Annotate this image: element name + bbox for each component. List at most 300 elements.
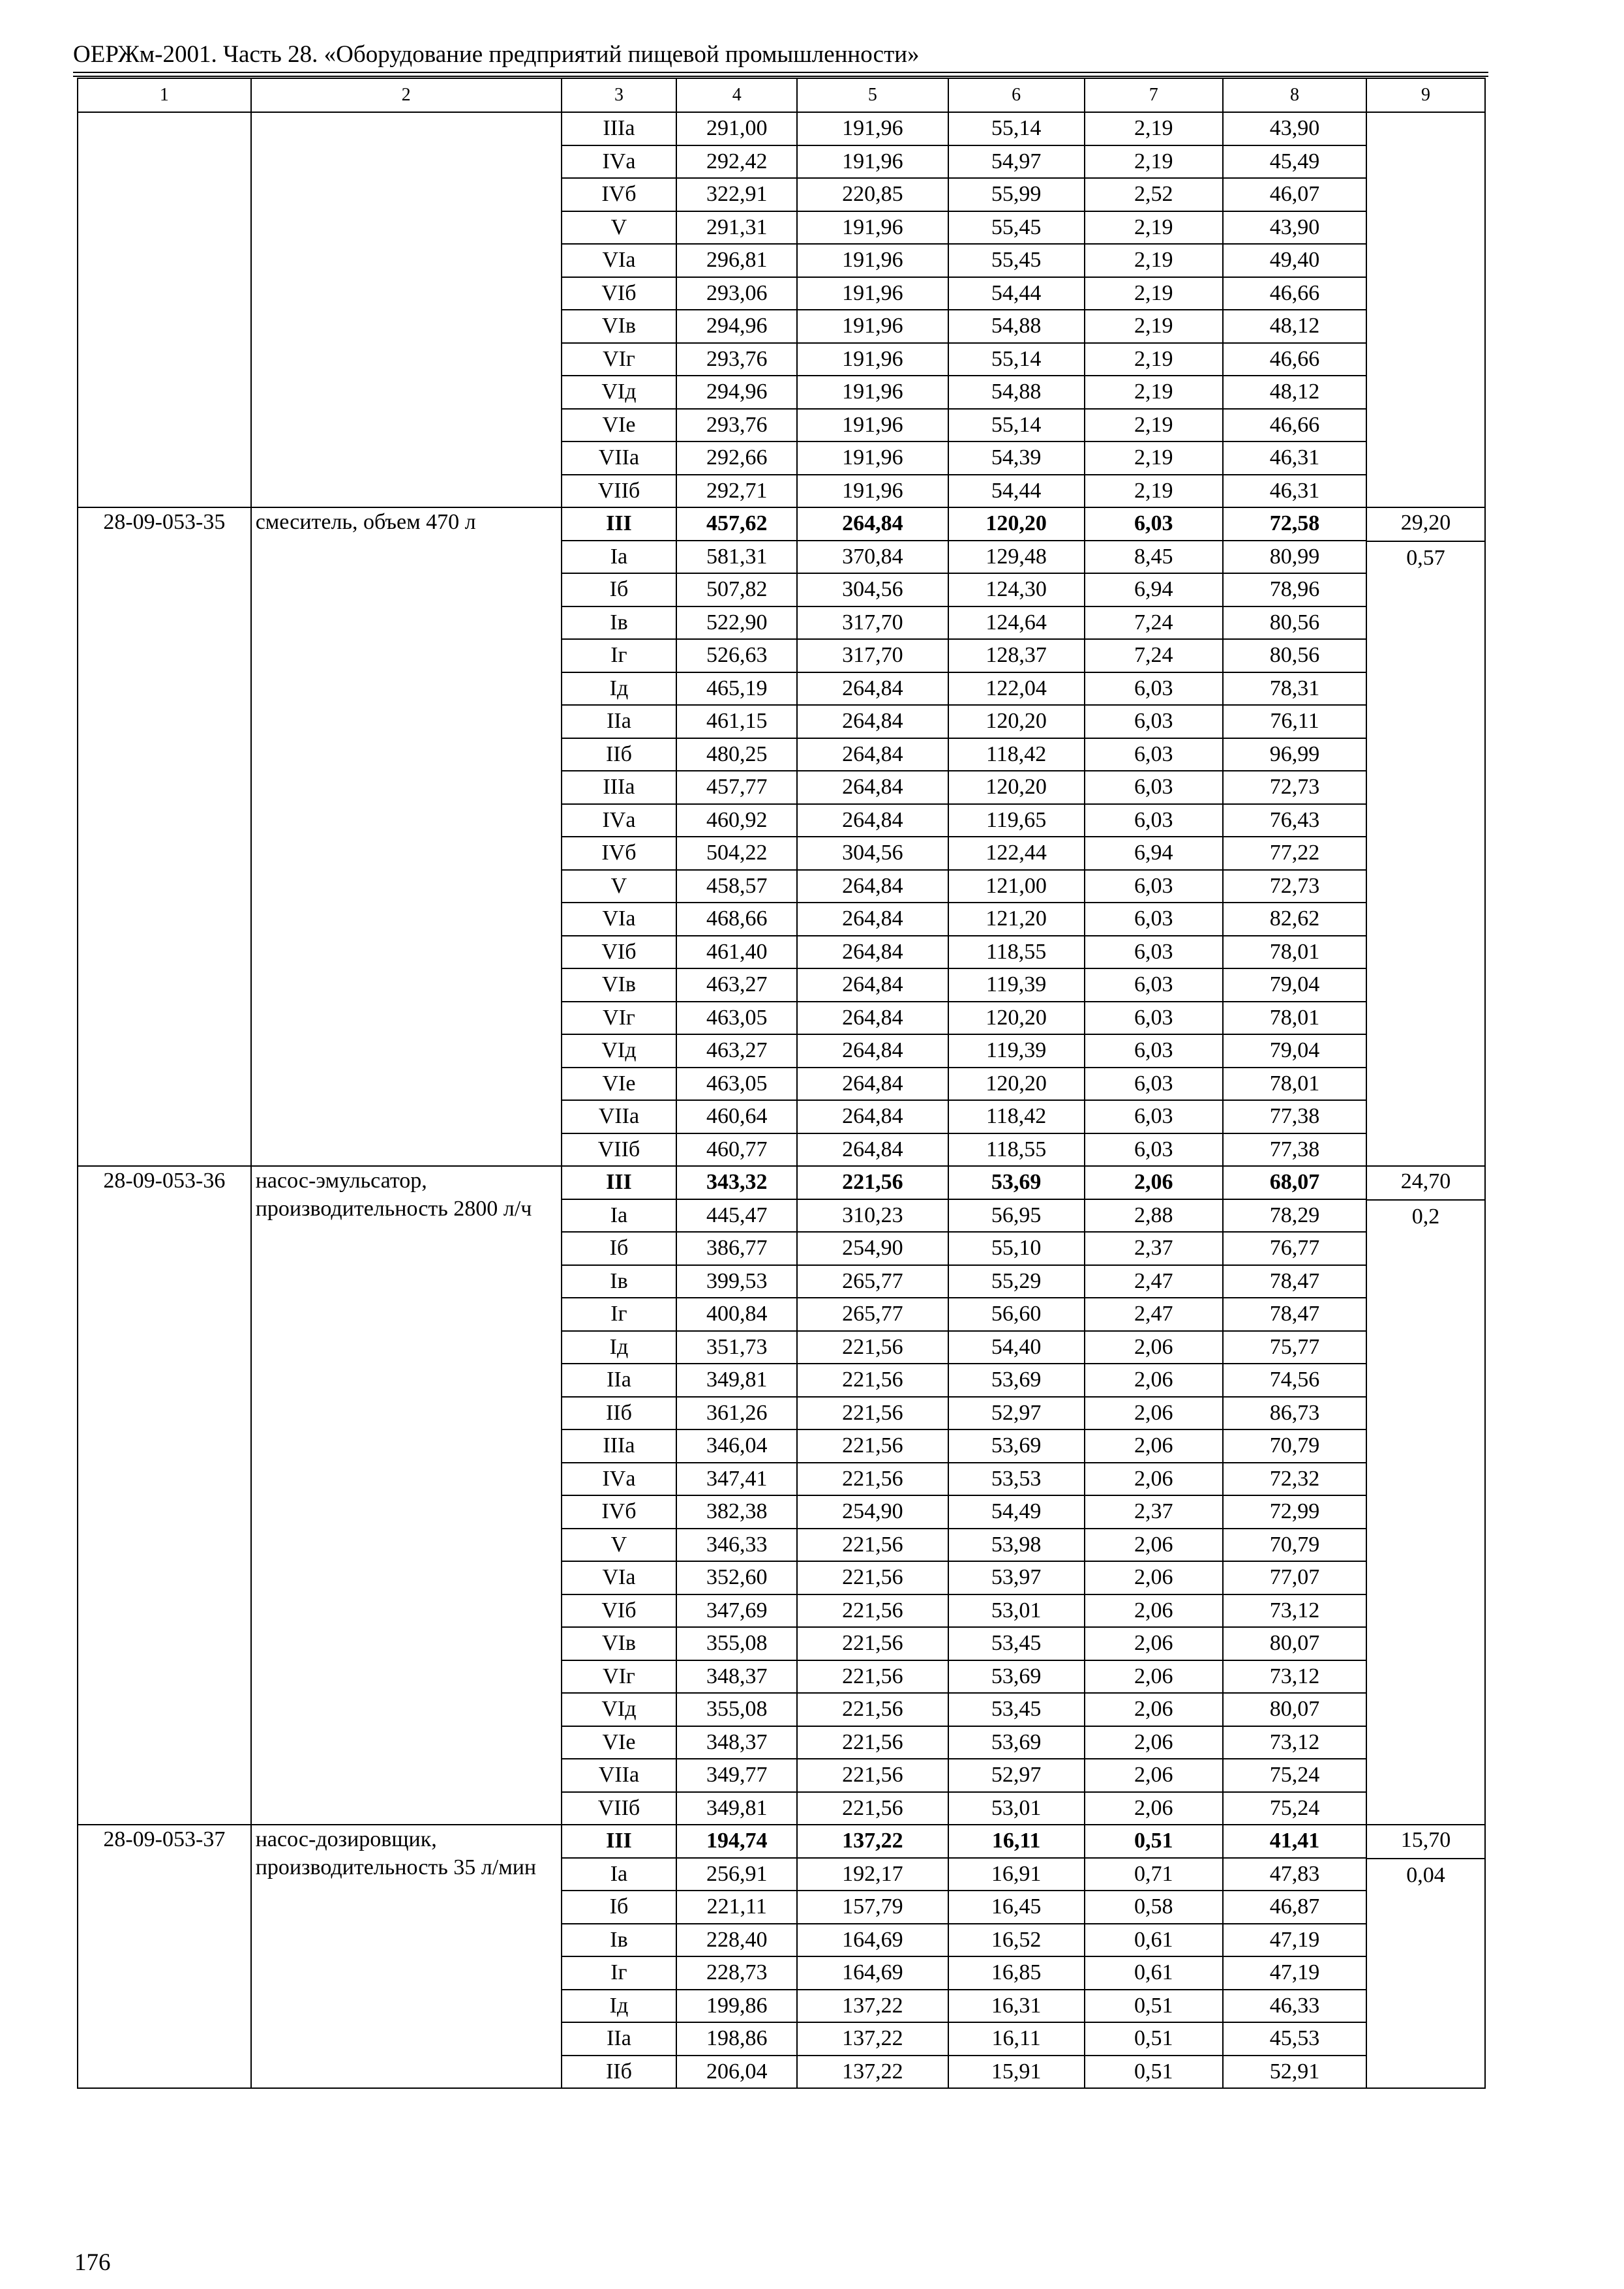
value-cell: 2,06 <box>1085 1660 1223 1694</box>
value-cell: 77,38 <box>1223 1133 1366 1167</box>
value-cell: 53,98 <box>948 1529 1085 1562</box>
value-cell: 53,69 <box>948 1364 1085 1397</box>
value-cell: 2,06 <box>1085 1726 1223 1759</box>
value-cell: 2,19 <box>1085 145 1223 179</box>
table-row <box>78 112 1485 145</box>
value-cell: 49,40 <box>1223 244 1366 277</box>
value-cell: 120,20 <box>948 771 1085 804</box>
value-cell: 191,96 <box>797 475 948 508</box>
value-cell: 399,53 <box>676 1265 797 1298</box>
value-cell: 53,53 <box>948 1463 1085 1496</box>
value-cell: 355,08 <box>676 1627 797 1660</box>
value-cell: 73,12 <box>1223 1726 1366 1759</box>
zone-code-cell: IVа <box>562 1463 677 1496</box>
value-cell: 2,19 <box>1085 343 1223 376</box>
value-cell: 191,96 <box>797 145 948 179</box>
value-cell: 6,03 <box>1085 1034 1223 1068</box>
value-cell: 348,37 <box>676 1726 797 1759</box>
value-cell: 96,99 <box>1223 738 1366 771</box>
item-name: насос-эмульсатор, производительность 2800 л/ч <box>251 1166 562 1825</box>
value-cell: 2,19 <box>1085 112 1223 145</box>
value-cell: 75,24 <box>1223 1759 1366 1792</box>
value-cell: 6,03 <box>1085 507 1223 541</box>
value-cell: 221,56 <box>797 1364 948 1397</box>
table-body <box>78 78 1485 2088</box>
value-cell: 228,40 <box>676 1924 797 1957</box>
zone-code-cell: IIа <box>562 2022 677 2056</box>
value-cell: 317,70 <box>797 606 948 640</box>
value-cell: 351,73 <box>676 1331 797 1364</box>
value-cell: 2,19 <box>1085 441 1223 475</box>
value-cell: 457,62 <box>676 507 797 541</box>
value-cell: 2,06 <box>1085 1364 1223 1397</box>
value-cell: 54,88 <box>948 376 1085 409</box>
value-cell: 128,37 <box>948 639 1085 672</box>
value-cell: 76,43 <box>1223 804 1366 837</box>
item-code: 28-09-053-37 <box>78 1825 251 2088</box>
value-cell: 386,77 <box>676 1232 797 1265</box>
zone-code-cell: Iб <box>562 573 677 606</box>
value-cell: 119,39 <box>948 1034 1085 1068</box>
value-cell: 458,57 <box>676 870 797 903</box>
value-cell: 504,22 <box>676 837 797 870</box>
value-cell: 2,52 <box>1085 178 1223 211</box>
zone-code-cell: Iа <box>562 1199 677 1233</box>
value-cell: 54,97 <box>948 145 1085 179</box>
column-number: 8 <box>1223 78 1366 112</box>
value-cell: 346,04 <box>676 1429 797 1463</box>
value-cell: 6,03 <box>1085 903 1223 936</box>
value-cell: 121,20 <box>948 903 1085 936</box>
zone-code-cell: IVа <box>562 145 677 179</box>
zone-code-cell: IIб <box>562 1397 677 1430</box>
value-cell: 460,77 <box>676 1133 797 1167</box>
value-cell: 2,19 <box>1085 409 1223 442</box>
value-cell: 48,12 <box>1223 376 1366 409</box>
zone-code-cell: Iв <box>562 1924 677 1957</box>
value-cell: 2,06 <box>1085 1759 1223 1792</box>
value-cell: 8,45 <box>1085 541 1223 574</box>
value-cell: 6,03 <box>1085 870 1223 903</box>
column9-value-secondary: 0,2 <box>1411 1204 1440 1229</box>
value-cell: 2,47 <box>1085 1265 1223 1298</box>
zone-code-cell: VIа <box>562 903 677 936</box>
zone-code-cell: VIе <box>562 1726 677 1759</box>
value-cell: 86,73 <box>1223 1397 1366 1430</box>
header-rule <box>73 76 1488 77</box>
value-cell: 47,19 <box>1223 1924 1366 1957</box>
column9-cell <box>1366 507 1485 1166</box>
value-cell: 53,97 <box>948 1561 1085 1594</box>
value-cell: 52,91 <box>1223 2056 1366 2089</box>
value-cell: 46,66 <box>1223 277 1366 310</box>
value-cell: 191,96 <box>797 376 948 409</box>
zone-code-cell: Iд <box>562 1990 677 2023</box>
value-cell: 6,03 <box>1085 705 1223 738</box>
zone-code-cell: Iб <box>562 1232 677 1265</box>
column-number: 3 <box>562 78 677 112</box>
value-cell: 137,22 <box>797 1990 948 2023</box>
value-cell: 124,64 <box>948 606 1085 640</box>
value-cell: 53,01 <box>948 1792 1085 1825</box>
value-cell: 0,51 <box>1085 2022 1223 2056</box>
value-cell: 2,06 <box>1085 1397 1223 1430</box>
value-cell: 198,86 <box>676 2022 797 2056</box>
value-cell: 343,32 <box>676 1166 797 1199</box>
zone-code-cell: IIа <box>562 1364 677 1397</box>
value-cell: 522,90 <box>676 606 797 640</box>
value-cell: 264,84 <box>797 1133 948 1167</box>
header-rule <box>73 72 1488 73</box>
value-cell: 463,05 <box>676 1068 797 1101</box>
page-header: ОЕРЖм-2001. Часть 28. «Оборудование предприятий пищевой промышленности» <box>73 41 920 68</box>
value-cell: 6,03 <box>1085 804 1223 837</box>
value-cell: 122,44 <box>948 837 1085 870</box>
zone-code-cell: VIIб <box>562 475 677 508</box>
value-cell: 221,11 <box>676 1891 797 1924</box>
value-cell: 264,84 <box>797 1034 948 1068</box>
value-cell: 45,49 <box>1223 145 1366 179</box>
zone-code-cell: VIIб <box>562 1133 677 1167</box>
value-cell: 294,96 <box>676 310 797 343</box>
value-cell: 2,19 <box>1085 475 1223 508</box>
value-cell: 6,03 <box>1085 771 1223 804</box>
value-cell: 16,11 <box>948 1825 1085 1858</box>
value-cell: 53,45 <box>948 1627 1085 1660</box>
value-cell: 52,97 <box>948 1759 1085 1792</box>
value-cell: 54,39 <box>948 441 1085 475</box>
value-cell: 76,11 <box>1223 705 1366 738</box>
value-cell: 16,91 <box>948 1858 1085 1891</box>
value-cell: 191,96 <box>797 409 948 442</box>
value-cell: 16,52 <box>948 1924 1085 1957</box>
value-cell: 118,42 <box>948 1100 1085 1133</box>
value-cell: 264,84 <box>797 738 948 771</box>
value-cell: 54,44 <box>948 277 1085 310</box>
zone-code-cell: Iа <box>562 1858 677 1891</box>
value-cell: 137,22 <box>797 2056 948 2089</box>
value-cell: 346,33 <box>676 1529 797 1562</box>
value-cell: 221,56 <box>797 1726 948 1759</box>
item-code <box>78 112 251 507</box>
value-cell: 6,03 <box>1085 1002 1223 1035</box>
zone-code-cell: III <box>562 507 677 541</box>
zone-code-cell: V <box>562 870 677 903</box>
value-cell: 120,20 <box>948 507 1085 541</box>
value-cell: 52,97 <box>948 1397 1085 1430</box>
column-number: 9 <box>1366 78 1485 112</box>
value-cell: 6,03 <box>1085 1068 1223 1101</box>
column-number: 7 <box>1085 78 1223 112</box>
zone-code-cell: VIв <box>562 1627 677 1660</box>
item-name: насос-дозировщик, производительность 35 л/мин <box>251 1825 562 2088</box>
value-cell: 265,77 <box>797 1265 948 1298</box>
zone-code-cell: VIд <box>562 376 677 409</box>
value-cell: 465,19 <box>676 672 797 706</box>
value-cell: 75,24 <box>1223 1792 1366 1825</box>
value-cell: 43,90 <box>1223 211 1366 245</box>
value-cell: 120,20 <box>948 1002 1085 1035</box>
value-cell: 164,69 <box>797 1956 948 1990</box>
value-cell: 55,99 <box>948 178 1085 211</box>
value-cell: 2,06 <box>1085 1594 1223 1628</box>
value-cell: 355,08 <box>676 1693 797 1726</box>
zone-code-cell: VIг <box>562 1660 677 1694</box>
value-cell: 80,56 <box>1223 606 1366 640</box>
value-cell: 221,56 <box>797 1792 948 1825</box>
zone-code-cell: Iв <box>562 606 677 640</box>
value-cell: 118,55 <box>948 936 1085 969</box>
value-cell: 46,87 <box>1223 1891 1366 1924</box>
column9-value-primary: 24,70 <box>1367 1167 1484 1201</box>
value-cell: 191,96 <box>797 211 948 245</box>
value-cell: 2,06 <box>1085 1693 1223 1726</box>
value-cell: 55,45 <box>948 244 1085 277</box>
value-cell: 56,95 <box>948 1199 1085 1233</box>
value-cell: 0,51 <box>1085 2056 1223 2089</box>
value-cell: 322,91 <box>676 178 797 211</box>
value-cell: 264,84 <box>797 705 948 738</box>
value-cell: 463,05 <box>676 1002 797 1035</box>
table-row <box>78 1825 1485 1858</box>
value-cell: 76,77 <box>1223 1232 1366 1265</box>
item-name: смеситель, объем 470 л <box>251 507 562 1166</box>
zone-code-cell: Iд <box>562 1331 677 1364</box>
value-cell: 80,07 <box>1223 1693 1366 1726</box>
value-cell: 2,37 <box>1085 1495 1223 1529</box>
zone-code-cell: V <box>562 211 677 245</box>
value-cell: 264,84 <box>797 771 948 804</box>
value-cell: 80,56 <box>1223 639 1366 672</box>
value-cell: 221,56 <box>797 1331 948 1364</box>
value-cell: 254,90 <box>797 1495 948 1529</box>
value-cell: 264,84 <box>797 672 948 706</box>
value-cell: 0,58 <box>1085 1891 1223 1924</box>
value-cell: 294,96 <box>676 376 797 409</box>
column9-value-secondary: 0,57 <box>1406 546 1445 570</box>
value-cell: 78,01 <box>1223 936 1366 969</box>
value-cell: 6,94 <box>1085 837 1223 870</box>
value-cell: 191,96 <box>797 244 948 277</box>
value-cell: 304,56 <box>797 837 948 870</box>
value-cell: 221,56 <box>797 1166 948 1199</box>
value-cell: 82,62 <box>1223 903 1366 936</box>
value-cell: 46,07 <box>1223 178 1366 211</box>
value-cell: 445,47 <box>676 1199 797 1233</box>
value-cell: 461,40 <box>676 936 797 969</box>
value-cell: 6,03 <box>1085 1133 1223 1167</box>
value-cell: 254,90 <box>797 1232 948 1265</box>
item-code: 28-09-053-35 <box>78 507 251 1166</box>
zone-code-cell: IIб <box>562 2056 677 2089</box>
zone-code-cell: VIIа <box>562 1100 677 1133</box>
value-cell: 2,88 <box>1085 1199 1223 1233</box>
value-cell: 78,47 <box>1223 1298 1366 1331</box>
value-cell: 264,84 <box>797 968 948 1002</box>
value-cell: 2,19 <box>1085 376 1223 409</box>
zone-code-cell: VIIб <box>562 1792 677 1825</box>
value-cell: 80,99 <box>1223 541 1366 574</box>
value-cell: 191,96 <box>797 310 948 343</box>
table-row <box>78 1166 1485 1199</box>
value-cell: 264,84 <box>797 936 948 969</box>
value-cell: 6,03 <box>1085 1100 1223 1133</box>
value-cell: 79,04 <box>1223 968 1366 1002</box>
value-cell: 581,31 <box>676 541 797 574</box>
value-cell: 347,69 <box>676 1594 797 1628</box>
value-cell: 347,41 <box>676 1463 797 1496</box>
value-cell: 16,11 <box>948 2022 1085 2056</box>
value-cell: 291,00 <box>676 112 797 145</box>
value-cell: 72,58 <box>1223 507 1366 541</box>
column9-cell <box>1366 1166 1485 1825</box>
value-cell: 296,81 <box>676 244 797 277</box>
zone-code-cell: IVб <box>562 178 677 211</box>
item-name <box>251 112 562 507</box>
value-cell: 78,96 <box>1223 573 1366 606</box>
value-cell: 507,82 <box>676 573 797 606</box>
value-cell: 70,79 <box>1223 1429 1366 1463</box>
zone-code-cell: VIг <box>562 343 677 376</box>
value-cell: 2,06 <box>1085 1627 1223 1660</box>
value-cell: 0,51 <box>1085 1825 1223 1858</box>
value-cell: 68,07 <box>1223 1166 1366 1199</box>
value-cell: 16,31 <box>948 1990 1085 2023</box>
value-cell: 7,24 <box>1085 606 1223 640</box>
zone-code-cell: VIв <box>562 310 677 343</box>
value-cell: 292,66 <box>676 441 797 475</box>
value-cell: 0,61 <box>1085 1924 1223 1957</box>
column-number: 2 <box>251 78 562 112</box>
value-cell: 7,24 <box>1085 639 1223 672</box>
zone-code-cell: Iд <box>562 672 677 706</box>
zone-code-cell: Iа <box>562 541 677 574</box>
value-cell: 16,45 <box>948 1891 1085 1924</box>
value-cell: 264,84 <box>797 804 948 837</box>
value-cell: 129,48 <box>948 541 1085 574</box>
column9-cell <box>1366 1825 1485 2088</box>
zone-code-cell: VIд <box>562 1034 677 1068</box>
value-cell: 6,03 <box>1085 738 1223 771</box>
zone-code-cell: VIа <box>562 244 677 277</box>
zone-code-cell: VIб <box>562 277 677 310</box>
column-number: 4 <box>676 78 797 112</box>
value-cell: 55,14 <box>948 112 1085 145</box>
value-cell: 370,84 <box>797 541 948 574</box>
zone-code-cell: IIа <box>562 705 677 738</box>
value-cell: 304,56 <box>797 573 948 606</box>
zone-code-cell: Iв <box>562 1265 677 1298</box>
value-cell: 6,03 <box>1085 936 1223 969</box>
value-cell: 118,42 <box>948 738 1085 771</box>
value-cell: 221,56 <box>797 1561 948 1594</box>
value-cell: 463,27 <box>676 968 797 1002</box>
value-cell: 46,66 <box>1223 409 1366 442</box>
column9-cell <box>1366 112 1485 507</box>
value-cell: 53,45 <box>948 1693 1085 1726</box>
value-cell: 361,26 <box>676 1397 797 1430</box>
value-cell: 79,04 <box>1223 1034 1366 1068</box>
value-cell: 72,73 <box>1223 771 1366 804</box>
value-cell: 43,90 <box>1223 112 1366 145</box>
value-cell: 55,45 <box>948 211 1085 245</box>
zone-code-cell: VIб <box>562 936 677 969</box>
zone-code-cell: IVа <box>562 804 677 837</box>
value-cell: 0,71 <box>1085 1858 1223 1891</box>
zone-code-cell: III <box>562 1825 677 1858</box>
zone-code-cell: Iг <box>562 639 677 672</box>
value-cell: 2,47 <box>1085 1298 1223 1331</box>
value-cell: 45,53 <box>1223 2022 1366 2056</box>
value-cell: 164,69 <box>797 1924 948 1957</box>
value-cell: 73,12 <box>1223 1660 1366 1694</box>
value-cell: 78,31 <box>1223 672 1366 706</box>
value-cell: 157,79 <box>797 1891 948 1924</box>
zone-code-cell: IIб <box>562 738 677 771</box>
value-cell: 120,20 <box>948 1068 1085 1101</box>
value-cell: 221,56 <box>797 1463 948 1496</box>
value-cell: 124,30 <box>948 573 1085 606</box>
value-cell: 119,39 <box>948 968 1085 1002</box>
value-cell: 221,56 <box>797 1397 948 1430</box>
zone-code-cell: VIе <box>562 1068 677 1101</box>
value-cell: 6,94 <box>1085 573 1223 606</box>
zone-code-cell: Iб <box>562 1891 677 1924</box>
value-cell: 400,84 <box>676 1298 797 1331</box>
value-cell: 2,06 <box>1085 1463 1223 1496</box>
value-cell: 55,29 <box>948 1265 1085 1298</box>
column9-value-secondary: 0,04 <box>1406 1863 1445 1887</box>
value-cell: 349,77 <box>676 1759 797 1792</box>
value-cell: 264,84 <box>797 1068 948 1101</box>
column-number: 5 <box>797 78 948 112</box>
value-cell: 54,44 <box>948 475 1085 508</box>
value-cell: 2,06 <box>1085 1529 1223 1562</box>
value-cell: 191,96 <box>797 343 948 376</box>
value-cell: 118,55 <box>948 1133 1085 1167</box>
column9-value-primary: 15,70 <box>1367 1825 1484 1859</box>
zone-code-cell: VIа <box>562 1561 677 1594</box>
zone-code-cell: IVб <box>562 1495 677 1529</box>
zone-code-cell: IIIа <box>562 771 677 804</box>
value-cell: 2,06 <box>1085 1792 1223 1825</box>
value-cell: 382,38 <box>676 1495 797 1529</box>
value-cell: 137,22 <box>797 2022 948 2056</box>
value-cell: 46,66 <box>1223 343 1366 376</box>
column9-value-primary: 29,20 <box>1367 508 1484 542</box>
value-cell: 2,19 <box>1085 244 1223 277</box>
zone-code-cell: VIе <box>562 409 677 442</box>
value-cell: 192,17 <box>797 1858 948 1891</box>
value-cell: 46,33 <box>1223 1990 1366 2023</box>
value-cell: 15,91 <box>948 2056 1085 2089</box>
column-number-row <box>78 78 1485 112</box>
value-cell: 0,51 <box>1085 1990 1223 2023</box>
value-cell: 2,06 <box>1085 1331 1223 1364</box>
zone-code-cell: VIIа <box>562 1759 677 1792</box>
value-cell: 55,10 <box>948 1232 1085 1265</box>
value-cell: 291,31 <box>676 211 797 245</box>
value-cell: 120,20 <box>948 705 1085 738</box>
value-cell: 6,03 <box>1085 672 1223 706</box>
zone-code-cell: VIб <box>562 1594 677 1628</box>
value-cell: 56,60 <box>948 1298 1085 1331</box>
item-code: 28-09-053-36 <box>78 1166 251 1825</box>
value-cell: 228,73 <box>676 1956 797 1990</box>
value-cell: 526,63 <box>676 639 797 672</box>
value-cell: 55,14 <box>948 409 1085 442</box>
zone-code-cell: Iг <box>562 1956 677 1990</box>
